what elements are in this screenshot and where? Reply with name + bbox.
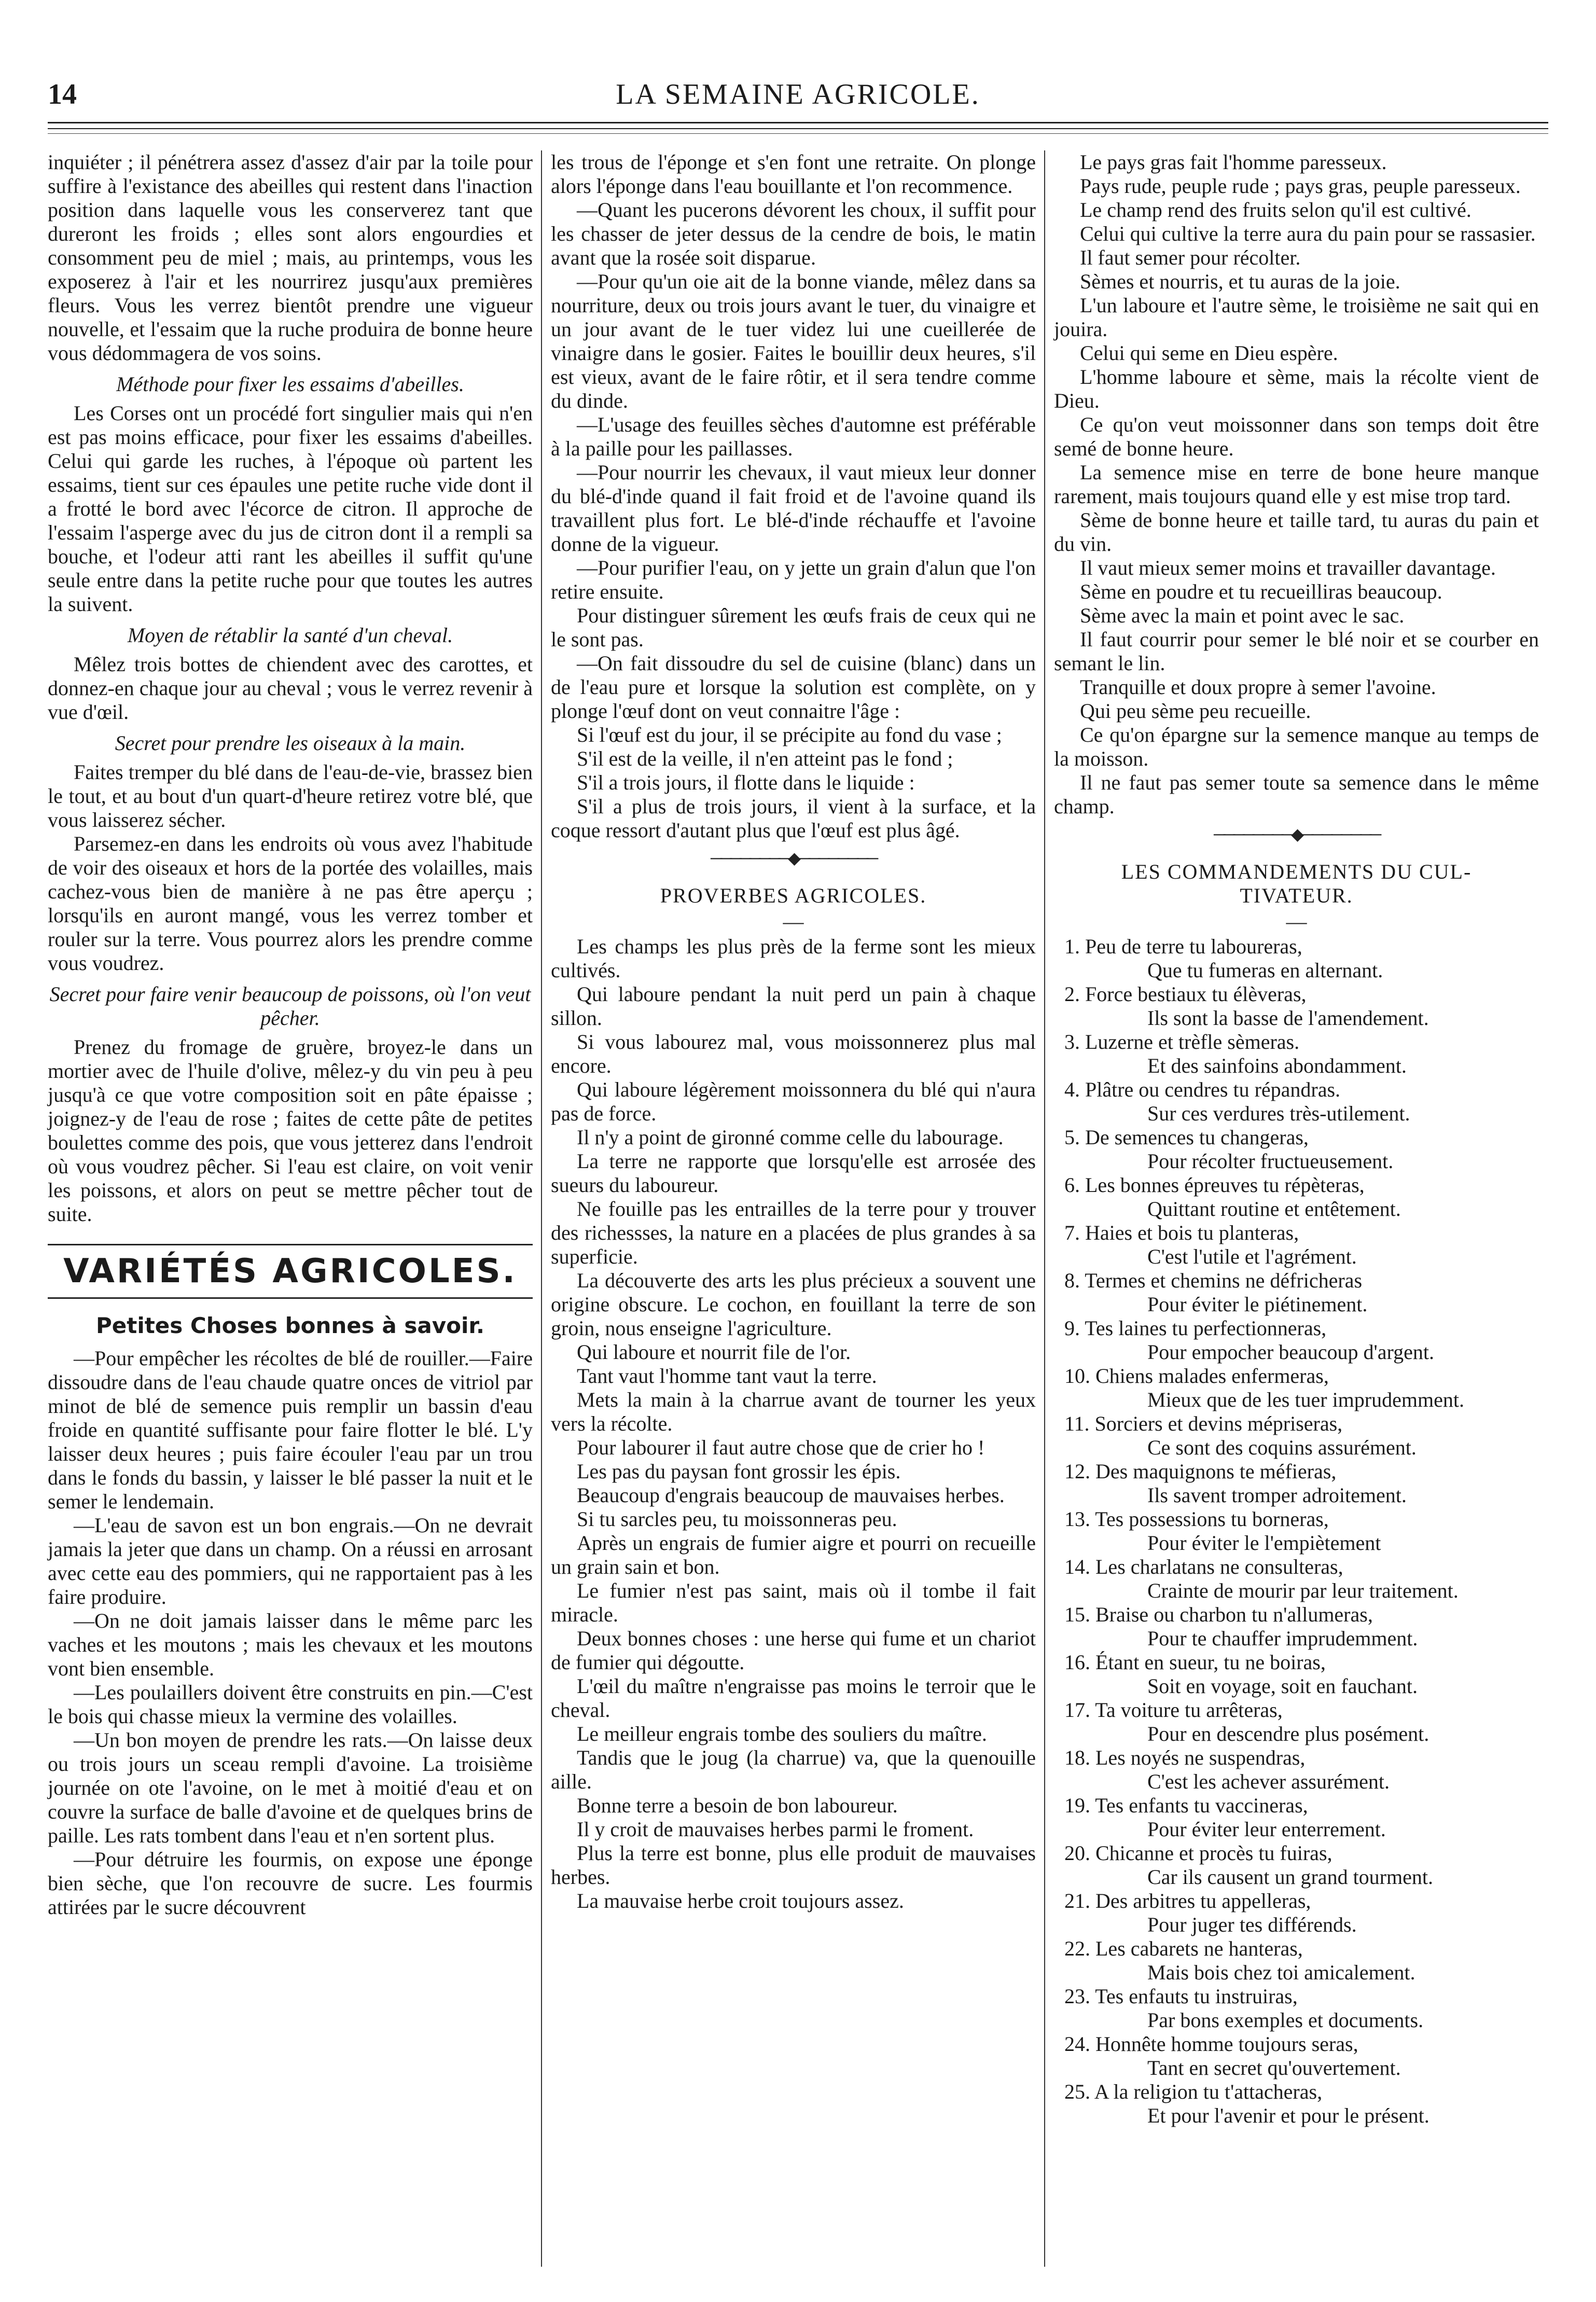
- commandment: [1054, 1841, 1539, 1889]
- paragraph: Prenez du fromage de gruère, broyez-le dans un mortier avec de l'huile d'olive, mêlez-y du vin peu à peu jusqu'à ce que votre composition soit en pâte épaisse ; joignez-y de l'eau de rose ; faites de cette pâte de petites boulettes comme des pois, que vous jetterez dans l'endroit où vous voudrez pêcher. Si l'eau est claire, on voit venir les poissons, et alors on peut se mettre pêcher tout de suite.: [48, 1035, 533, 1226]
- ornament-divider: ────────◆────────: [710, 849, 877, 867]
- paragraph: les trous de l'éponge et s'en font une retraite. On plonge alors l'éponge dans l'eau bouillante et l'on recommence.: [551, 150, 1036, 198]
- page-number: 14: [48, 78, 77, 110]
- section-title-proverbes: PROVERBES AGRICOLES.: [660, 884, 927, 907]
- commandment-line: 4. Plâtre ou cendres tu répandras.: [1064, 1078, 1341, 1101]
- proverb: Mets la main à la charrue avant de tourner les yeux vers la récolte.: [551, 1388, 1036, 1435]
- column-left: [48, 150, 533, 1919]
- commandment-line: Quittant routine et entêtement.: [1147, 1197, 1401, 1221]
- paragraph: S'il est de la veille, il n'en atteint pas le fond ;: [577, 747, 953, 770]
- proverb: Celui qui seme en Dieu espère.: [1080, 341, 1338, 365]
- commandment-line: 2. Force bestiaux tu élèveras,: [1064, 982, 1307, 1006]
- commandment-line: 17. Ta voiture tu arrêteras,: [1064, 1698, 1283, 1722]
- commandment-line: 22. Les cabarets ne hanteras,: [1064, 1937, 1303, 1960]
- commandment: [1054, 1316, 1539, 1364]
- proverb: Il faut courrir pour semer le blé noir et se courber en semant le lin.: [1054, 628, 1539, 675]
- section-subtitle: Petites Choses bonnes à savoir.: [95, 1313, 485, 1338]
- header-rule: [48, 122, 1548, 123]
- commandment-line: 15. Braise ou charbon tu n'allumeras,: [1064, 1603, 1373, 1626]
- column-divider: [541, 150, 542, 2267]
- commandment: [1054, 1269, 1539, 1316]
- commandment-line: 3. Luzerne et trèfle sèmeras.: [1064, 1030, 1300, 1053]
- paragraph: —Pour purifier l'eau, on y jette un grain d'alun que l'on retire ensuite.: [551, 556, 1036, 603]
- commandment: [1054, 1126, 1539, 1173]
- commandment: [1054, 1698, 1539, 1746]
- commandment: [1054, 1507, 1539, 1555]
- proverb: L'œil du maître n'engraisse pas moins le terroir que le cheval.: [551, 1674, 1036, 1722]
- commandment-line: C'est l'utile et l'agrément.: [1147, 1245, 1357, 1268]
- proverb: La semence mise en terre de bone heure manque rarement, mais toujours quand elle y est mise trop tard.: [1054, 461, 1539, 508]
- commandment-line: Pour te chauffer imprudemment.: [1147, 1627, 1418, 1650]
- proverb: Ce qu'on épargne sur la semence manque au temps de la moisson.: [1054, 723, 1539, 770]
- commandment-line: Pour éviter le l'empiètement: [1147, 1531, 1381, 1555]
- commandment-line: 19. Tes enfants tu vaccineras,: [1064, 1794, 1308, 1817]
- section-title-commandements: LES COMMANDEMENTS DU CUL-: [1121, 860, 1472, 883]
- proverb: Ce qu'on veut moissonner dans son temps doit être semé de bonne heure.: [1054, 413, 1539, 460]
- proverb-list: [551, 935, 1036, 1913]
- paragraph: —Un bon moyen de prendre les rats.—On laisse deux ou trois jours un sceau rempli d'avoine. La troisième journée on ote l'avoine, on le met à moitié d'eau et on couvre la surface de balle d'avoine et de quelques brins de paille. Les rats tombent dans l'eau et n'en sortent plus.: [48, 1728, 533, 1847]
- paragraph: —On ne doit jamais laisser dans le même parc les vaches et les moutons ; mais les chevaux et les moutons vont bien ensemble.: [48, 1609, 533, 1680]
- proverb: Le pays gras fait l'homme paresseux.: [1080, 150, 1387, 174]
- proverb: Les pas du paysan font grossir les épis.: [577, 1460, 901, 1483]
- commandment-line: 13. Tes possessions tu borneras,: [1064, 1507, 1329, 1531]
- commandment-line: 10. Chiens malades enfermeras,: [1064, 1364, 1329, 1388]
- column-middle: [551, 150, 1036, 1913]
- commandment-line: 25. A la religion tu t'attacheras,: [1064, 2080, 1323, 2103]
- proverb-list: [1054, 150, 1539, 819]
- page-header: [48, 78, 1548, 124]
- commandment: [1054, 2032, 1539, 2080]
- commandment-line: Pour en descendre plus posément.: [1147, 1722, 1430, 1745]
- commandment-line: Mieux que de les tuer imprudemment.: [1147, 1388, 1464, 1411]
- commandment-line: Ce sont des coquins assurément.: [1147, 1436, 1417, 1459]
- paragraph: —Pour empêcher les récoltes de blé de rouiller.—Faire dissoudre dans de l'eau chaude quatre onces de vitriol par minot de blé de semence puis remplir un bassin d'eau froide en quantité suffisante pour faire flotter le blé. L'y laisser deux heures ; puis faire écouler l'eau par un trou dans le fonds du bassin, y laisser le blé passer la nuit et le semer le lendemain.: [48, 1347, 533, 1513]
- commandment: [1054, 935, 1539, 982]
- proverb: La terre ne rapporte que lorsqu'elle est arrosée des sueurs du laboureur.: [551, 1149, 1036, 1197]
- commandment: [1054, 1460, 1539, 1507]
- proverb: Il y croit de mauvaises herbes parmi le froment.: [577, 1818, 974, 1841]
- proverb: Si vous labourez mal, vous moissonnerez plus mal encore.: [551, 1030, 1036, 1077]
- commandment-line: Pour juger tes différends.: [1147, 1913, 1357, 1936]
- commandment-line: 9. Tes laines tu perfectionneras,: [1064, 1316, 1327, 1340]
- commandment-line: Pour éviter le piétinement.: [1147, 1293, 1368, 1316]
- commandment-line: Et pour l'avenir et pour le présent.: [1147, 2104, 1430, 2127]
- title-dash: —: [783, 910, 804, 933]
- proverb: Qui laboure légèrement moissonnera du blé qui n'aura pas de force.: [551, 1078, 1036, 1125]
- proverb: Le champ rend des fruits selon qu'il est cultivé.: [1080, 198, 1472, 221]
- commandment-line: Pour récolter fructueusement.: [1147, 1149, 1394, 1173]
- proverb: Il n'y a point de gironné comme celle du labourage.: [577, 1126, 1004, 1149]
- proverb: Sème avec la main et point avec le sac.: [1080, 604, 1405, 627]
- article-subheading: Méthode pour fixer les essaims d'abeilles.: [116, 372, 464, 396]
- paragraph: Mêlez trois bottes de chiendent avec des carottes, et donnez-en chaque jour au cheval ; vous le verrez revenir à vue d'œil.: [48, 653, 533, 724]
- commandment-line: Pour empocher beaucoup d'argent.: [1147, 1340, 1434, 1364]
- commandment: [1054, 1555, 1539, 1603]
- column-right: [1054, 150, 1539, 2128]
- proverb: Deux bonnes choses : une herse qui fume et un chariot de fumier qui dégoutte.: [551, 1627, 1036, 1674]
- proverb: Qui peu sème peu recueille.: [1080, 699, 1311, 723]
- commandment: [1054, 1985, 1539, 2032]
- commandment-line: C'est les achever assurément.: [1147, 1770, 1390, 1793]
- proverb: L'un laboure et l'autre sème, le troisième ne sait qui en jouira.: [1054, 294, 1539, 341]
- paragraph: Les Corses ont un procédé fort singulier mais qui n'en est pas moins efficace, pour fixer les essaims d'abeilles. Celui qui garde les ruches, à l'époque où partent les essaims, tient sur ces épaules une petite ruche vide dont il a frotté le bord avec l'écorce de citron. Il approche de l'essaim l'asperge avec du jus de citron dont il a rempli sa bouche, et l'odeur atti rant les abeilles il suffit qu'une seule entre dans la petite ruche pour que toutes les autres la suivent.: [48, 401, 533, 616]
- proverb: Beaucoup d'engrais beaucoup de mauvaises herbes.: [577, 1483, 1005, 1507]
- paragraph: —Pour nourrir les chevaux, il vaut mieux leur donner du blé-d'inde quand il fait froid et de l'avoine quand ils travaillent plus fort. Le blé-d'inde réchauffe et l'avoine donne de la vigueur.: [551, 461, 1036, 556]
- proverb: Ne fouille pas les entrailles de la terre pour y trouver des richessses, la nature en a placées de plus grandes à sa superficie.: [551, 1197, 1036, 1268]
- commandment-line: Mais bois chez toi amicalement.: [1147, 1961, 1415, 1984]
- proverb: L'homme laboure et sème, mais la récolte vient de Dieu.: [1054, 365, 1539, 412]
- proverb: Tant vaut l'homme tant vaut la terre.: [577, 1364, 877, 1388]
- paragraph: inquiéter ; il pénétrera assez d'assez d'air par la toile pour suffire à l'existance des abeilles qui restent dans l'inaction position dans laquelle vous les conserverez tant que dureront les froids ; elles sont alors engourdies et consomment peu de miel ; mais, au printemps, vous les exposerez à l'air et les nourrirez jusqu'aux premières fleurs. Vous les verrez bientôt prendre une vigueur nouvelle, et l'essaim que la ruche produira de bonne heure vous dédommagera de vos soins.: [48, 150, 533, 365]
- commandment-line: 20. Chicanne et procès tu fuiras,: [1064, 1841, 1333, 1865]
- journal-title: LA SEMAINE AGRICOLE.: [616, 78, 980, 110]
- commandment: [1054, 1030, 1539, 1078]
- commandment: [1054, 1364, 1539, 1412]
- paragraph: —Quant les pucerons dévorent les choux, il suffit pour les chasser de jeter dessus de la cendre de bois, le matin avant que la rosée soit disparue.: [551, 198, 1036, 269]
- paragraph: Parsemez-en dans les endroits où vous avez l'habitude de voir des oiseaux et hors de la portée des volailles, mais cachez-vous bien de manière à ne pas être aperçu ; lorsqu'ils en auront mangé, vous les verrez tomber et rouler sur la terre. Vous pourrez alors les prendre comme vous voudrez.: [48, 832, 533, 975]
- commandment: [1054, 1937, 1539, 1985]
- commandment: [1054, 982, 1539, 1030]
- proverb: Le fumier n'est pas saint, mais où il tombe il fait miracle.: [551, 1579, 1036, 1626]
- proverb: Qui laboure et nourrit file de l'or.: [577, 1340, 851, 1364]
- proverb: La découverte des arts les plus précieux a souvent une origine obscure. Le cochon, en fouillant la terre de son groin, nous enseigne l'agriculture.: [551, 1269, 1036, 1340]
- proverb: Le meilleur engrais tombe des souliers du maître.: [577, 1722, 987, 1745]
- commandment-line: Crainte de mourir par leur traitement.: [1147, 1579, 1459, 1602]
- commandment: [1054, 1746, 1539, 1794]
- commandment-line: 21. Des arbitres tu appelleras,: [1064, 1889, 1311, 1912]
- paragraph: —Pour qu'un oie ait de la bonne viande, mêlez dans sa nourriture, deux ou trois jours avant le tuer, du vinaigre et un jour avant de le tuer videz lui une cueillerée de vinaigre dans le gosier. Faites le bouillir deux heures, s'il est vieux, avant de le faire rôtir, et il sera tendre comme du dinde.: [551, 270, 1036, 412]
- proverb: La mauvaise herbe croit toujours assez.: [577, 1889, 904, 1912]
- commandment-line: 1. Peu de terre tu laboureras,: [1064, 935, 1302, 958]
- paragraph: —Pour détruire les fourmis, on expose une éponge bien sèche, que l'on recouvre de sucre. Les fourmis attirées par le sucre découvrent: [48, 1848, 533, 1919]
- commandment-line: 8. Termes et chemins ne défricheras: [1064, 1269, 1363, 1292]
- proverb: Celui qui cultive la terre aura du pain pour se rassasier.: [1080, 222, 1536, 245]
- commandment: [1054, 1173, 1539, 1221]
- proverb: Pour labourer il faut autre chose que de crier ho !: [577, 1436, 985, 1459]
- header-rule-double: [48, 128, 1548, 129]
- header-rule-thin: [48, 133, 1548, 134]
- paragraph: Faites tremper du blé dans de l'eau-de-vie, brassez bien le tout, et au bout d'un quart-d'heure retirez votre blé, que vous laisserez sécher.: [48, 760, 533, 831]
- commandment: [1054, 1221, 1539, 1269]
- paragraph: Si l'œuf est du jour, il se précipite au fond du vase ;: [577, 723, 1002, 746]
- commandment: [1054, 1889, 1539, 1937]
- proverb: Après un engrais de fumier aigre et pourri on recueille un grain sain et bon.: [551, 1531, 1036, 1578]
- paragraph: —On fait dissoudre du sel de cuisine (blanc) dans un de l'eau pure et lorsque la solution est complète, on y plonge l'œuf dont on veut connaitre l'âge :: [551, 651, 1036, 723]
- proverb: Tranquille et doux propre à semer l'avoine.: [1080, 675, 1436, 699]
- proverb: Bonne terre a besoin de bon laboureur.: [577, 1794, 898, 1817]
- commandment-line: 14. Les charlatans ne consulteras,: [1064, 1555, 1343, 1578]
- title-dash: —: [1286, 910, 1307, 933]
- paragraph: S'il a trois jours, il flotte dans le liquide :: [577, 771, 915, 794]
- commandment-line: Ils savent tromper adroitement.: [1147, 1483, 1407, 1507]
- commandment-line: 6. Les bonnes épreuves tu répèteras,: [1064, 1173, 1365, 1197]
- proverb: Plus la terre est bonne, plus elle produit de mauvaises herbes.: [551, 1841, 1036, 1889]
- commandment-line: 18. Les noyés ne suspendras,: [1064, 1746, 1306, 1769]
- article-subheading: Secret pour prendre les oiseaux à la main.: [115, 731, 466, 755]
- commandment-line: 11. Sorciers et devins mépriseras,: [1064, 1412, 1343, 1435]
- commandment-line: 24. Honnête homme toujours seras,: [1064, 2032, 1358, 2056]
- section-title-varietes: VARIÉTÉS AGRICOLES.: [48, 1244, 533, 1299]
- commandment: [1054, 1412, 1539, 1460]
- paragraph: S'il a plus de trois jours, il vient à la surface, et la coque ressort d'autant plus que l'œuf est plus âgé.: [551, 795, 1036, 842]
- commandment-line: Et des sainfoins abondamment.: [1147, 1054, 1407, 1077]
- commandment-line: 16. Étant en sueur, tu ne boiras,: [1064, 1651, 1326, 1674]
- proverb: Sème en poudre et tu recueilliras beaucoup.: [1080, 580, 1442, 603]
- paragraph: —Les poulaillers doivent être construits en pin.—C'est le bois qui chasse mieux la vermine des volailles.: [48, 1681, 533, 1728]
- commandment: [1054, 1794, 1539, 1841]
- proverb: Tandis que le joug (la charrue) va, que la quenouille aille.: [551, 1746, 1036, 1793]
- commandment-line: Pour éviter leur enterrement.: [1147, 1818, 1386, 1841]
- proverb: Les champs les plus près de la ferme sont les mieux cultivés.: [551, 935, 1036, 982]
- proverb: Sème de bonne heure et taille tard, tu auras du pain et du vin.: [1054, 508, 1539, 556]
- commandment-line: Que tu fumeras en alternant.: [1147, 959, 1383, 982]
- article-subheading: Secret pour faire venir beaucoup de poissons, où l'on veut pêcher.: [49, 982, 531, 1030]
- column-divider: [1044, 150, 1045, 2267]
- proverb: Il ne faut pas semer toute sa semence dans le même champ.: [1054, 771, 1539, 818]
- proverb: Si tu sarcles peu, tu moissonneras peu.: [577, 1507, 897, 1531]
- commandment-line: Sur ces verdures très-utilement.: [1147, 1102, 1410, 1125]
- proverb: Sèmes et nourris, et tu auras de la joie.: [1080, 270, 1400, 293]
- commandment-line: Soit en voyage, soit en fauchant.: [1147, 1674, 1418, 1698]
- paragraph: Pour distinguer sûrement les œufs frais de ceux qui ne le sont pas.: [551, 604, 1036, 651]
- ornament-divider: ────────◆────────: [1213, 825, 1380, 843]
- commandment: [1054, 1651, 1539, 1698]
- commandment: [1054, 1603, 1539, 1651]
- section-title-commandements-cont: TIVATEUR.: [1240, 884, 1353, 907]
- proverb: Il faut semer pour récolter.: [1080, 246, 1301, 269]
- commandment-line: 12. Des maquignons te méfieras,: [1064, 1460, 1337, 1483]
- paragraph: —L'usage des feuilles sèches d'automne est préférable à la paille pour les paillasses.: [551, 413, 1036, 460]
- commandment-line: Car ils causent un grand tourment.: [1147, 1865, 1433, 1889]
- commandment-line: 5. De semences tu changeras,: [1064, 1126, 1309, 1149]
- commandment-line: 23. Tes enfauts tu instruiras,: [1064, 1985, 1298, 2008]
- commandments-list: [1054, 935, 1539, 2128]
- proverb: Il vaut mieux semer moins et travailler davantage.: [1080, 556, 1496, 579]
- commandment-line: Ils sont la basse de l'amendement.: [1147, 1006, 1429, 1030]
- proverb: Qui laboure pendant la nuit perd un pain à chaque sillon.: [551, 982, 1036, 1030]
- commandment-line: Tant en secret qu'ouvertement.: [1147, 2056, 1401, 2079]
- article-subheading: Moyen de rétablir la santé d'un cheval.: [127, 623, 453, 647]
- commandment: [1054, 2080, 1539, 2128]
- commandment-line: 7. Haies et bois tu planteras,: [1064, 1221, 1299, 1244]
- proverb: Pays rude, peuple rude ; pays gras, peuple paresseux.: [1080, 174, 1521, 198]
- paragraph: —L'eau de savon est un bon engrais.—On ne devrait jamais la jeter que dans un champ. On a réussi en arrosant avec cette eau des pommiers, qui ne rapportaient pas à les faire produire.: [48, 1514, 533, 1608]
- commandment-line: Par bons exemples et documents.: [1147, 2008, 1424, 2032]
- commandment: [1054, 1078, 1539, 1126]
